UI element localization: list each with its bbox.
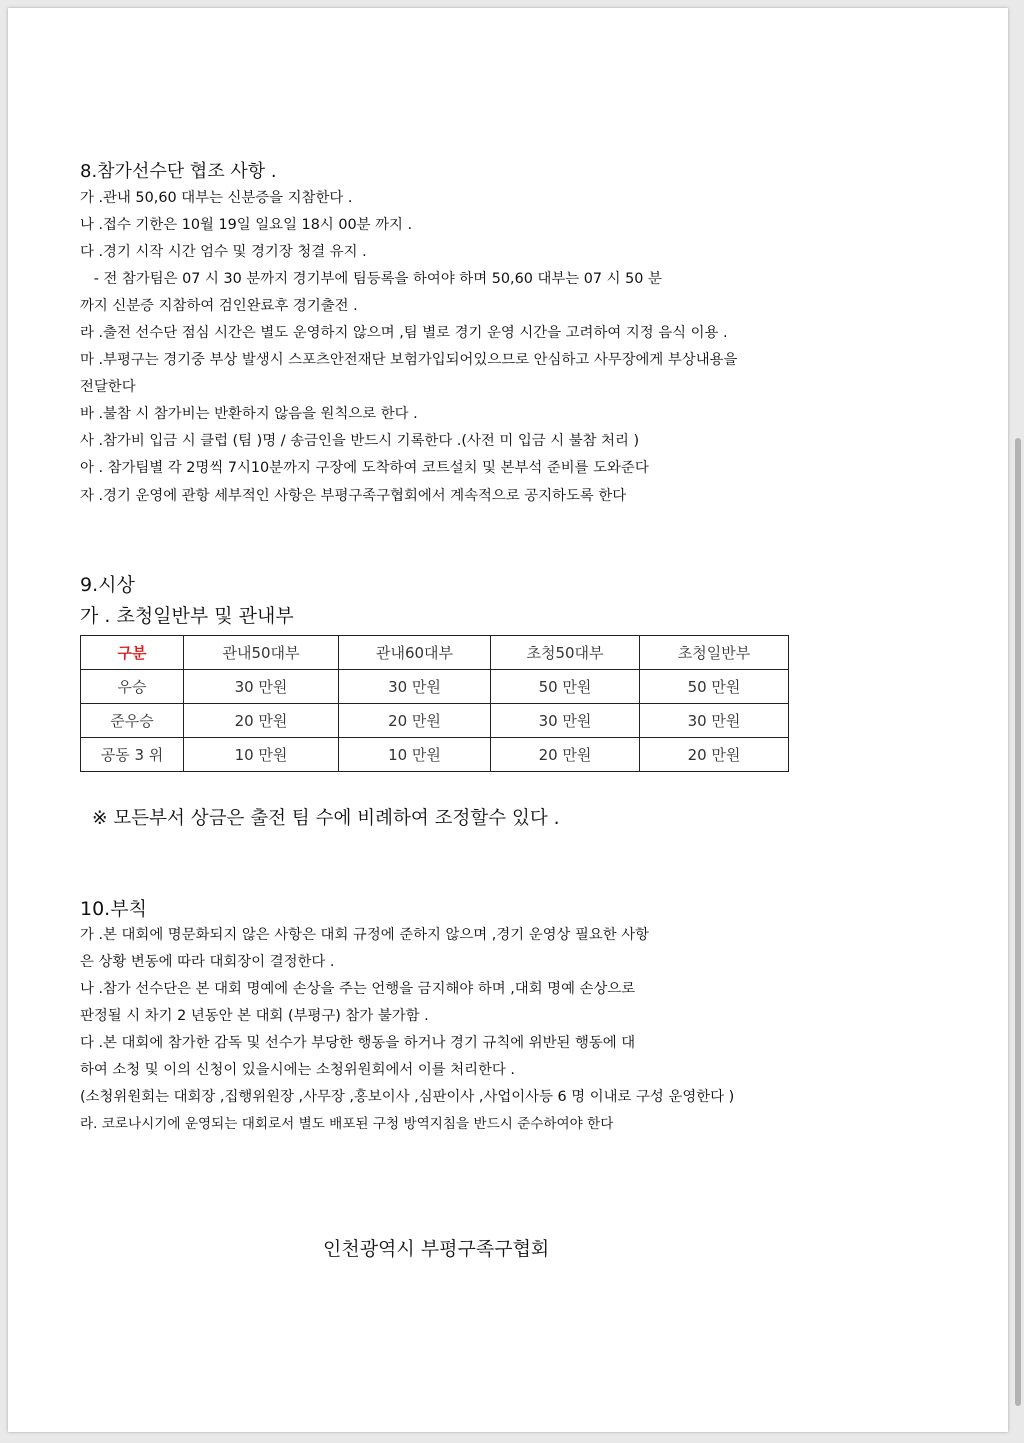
section-8-line: 아 . 참가팀별 각 2명씩 7시10분까지 구장에 도착하여 코트설치 및 본부석 준비를 도와준다 xyxy=(80,460,649,476)
section-8-line: 바 .불참 시 참가비는 반환하지 않음을 원칙으로 한다 . xyxy=(80,406,418,422)
table-cell: 우승 xyxy=(81,670,184,704)
section-8-line: 나 .접수 기한은 10월 19일 일요일 18시 00분 까지 . xyxy=(80,217,413,233)
section-10-line: 판정될 시 차기 2 년동안 본 대회 (부평구) 참가 불가함 . xyxy=(80,1008,429,1024)
section-10-line: 은 상황 변동에 따라 대회장이 결정한다 . xyxy=(80,954,335,970)
section-8-line: 자 .경기 운영에 관항 세부적인 사항은 부평구족구협회에서 계속적으로 공지하도록 한다 xyxy=(80,488,627,504)
table-header-cell: 구분 xyxy=(81,636,184,670)
section-10-line: 라. 코로나시기에 운영되는 대회로서 별도 배포된 구청 방역지침을 반드시 준수하여야 한다 xyxy=(80,1116,614,1132)
table-header-cell: 초청50대부 xyxy=(491,636,640,670)
table-header-row xyxy=(81,636,789,670)
organization-name: 인천광역시 부평구족구협회 xyxy=(323,1238,550,1260)
table-row xyxy=(81,738,789,772)
section-10-line: 하여 소청 및 이의 신청이 있을시에는 소청위원회에서 이를 처리한다 . xyxy=(80,1062,515,1078)
table-header-cell: 초청일반부 xyxy=(640,636,789,670)
section-8-line: 전달한다 xyxy=(80,379,136,395)
section-8-line: 까지 신분증 지참하여 검인완료후 경기출전 . xyxy=(80,298,358,314)
scrollbar[interactable] xyxy=(1012,0,1024,1443)
table-cell: 30 만원 xyxy=(184,670,339,704)
table-cell: 30 만원 xyxy=(640,704,789,738)
table-header-cell: 관내50대부 xyxy=(184,636,339,670)
section-10-line: 나 .참가 선수단은 본 대회 명예에 손상을 주는 언행을 금지해야 하며 ,대회 명예 손상으로 xyxy=(80,981,636,997)
table-cell: 50 만원 xyxy=(640,670,789,704)
section-9-subtitle: 가 . 초청일반부 및 관내부 xyxy=(80,605,294,627)
table-cell: 30 만원 xyxy=(339,670,491,704)
section-10-line: (소청위원회는 대회장 ,집행위원장 ,사무장 ,홍보이사 ,심판이사 ,사업이사등 6 명 이내로 구성 운영한다 ) xyxy=(80,1089,735,1105)
table-cell: 10 만원 xyxy=(184,738,339,772)
section-9-title: 9.시상 xyxy=(80,574,135,596)
awards-table xyxy=(80,635,789,772)
table-cell: 20 만원 xyxy=(339,704,491,738)
section-8-line: 가 .관내 50,60 대부는 신분증을 지참한다 . xyxy=(80,190,353,206)
prize-notice: ※ 모든부서 상금은 출전 팀 수에 비례하여 조정할수 있다 . xyxy=(92,808,560,829)
scrollbar-thumb[interactable] xyxy=(1015,438,1021,1406)
table-cell: 30 만원 xyxy=(491,704,640,738)
table-cell: 준우승 xyxy=(81,704,184,738)
table-cell: 20 만원 xyxy=(640,738,789,772)
section-8-line: 다 .경기 시작 시간 엄수 및 경기장 청결 유지 . xyxy=(80,244,367,260)
section-8-line: 마 .부평구는 경기중 부상 발생시 스포츠안전재단 보험가입되어있으므로 안심하고 사무장에게 부상내용을 xyxy=(80,352,738,368)
table-header-cell: 관내60대부 xyxy=(339,636,491,670)
section-8-line: - 전 참가팀은 07 시 30 분까지 경기부에 팀등록을 하여야 하며 50,60 대부는 07 시 50 분 xyxy=(80,271,662,287)
table-cell: 50 만원 xyxy=(491,670,640,704)
section-8-title: 8.참가선수단 협조 사항 . xyxy=(80,161,277,182)
table-row xyxy=(81,704,789,738)
section-8-line: 라 .출전 선수단 점심 시간은 별도 운영하지 않으며 ,팀 별로 경기 운영 시간을 고려하여 지정 음식 이용 . xyxy=(80,325,728,341)
section-8-line: 사 .참가비 입금 시 클럽 (팀 )명 / 송금인을 반드시 기록한다 .(사전 미 입금 시 불참 처리 ) xyxy=(80,433,640,449)
table-cell: 10 만원 xyxy=(339,738,491,772)
table-cell: 20 만원 xyxy=(491,738,640,772)
table-row xyxy=(81,670,789,704)
section-10-line: 다 .본 대회에 참가한 감독 및 선수가 부당한 행동을 하거나 경기 규칙에 위반된 행동에 대 xyxy=(80,1035,636,1051)
table-cell: 공동 3 위 xyxy=(81,738,184,772)
section-10-title: 10.부칙 xyxy=(80,898,147,920)
table-cell: 20 만원 xyxy=(184,704,339,738)
section-10-line: 가 .본 대회에 명문화되지 않은 사항은 대회 규정에 준하지 않으며 ,경기 운영상 필요한 사항 xyxy=(80,927,650,943)
